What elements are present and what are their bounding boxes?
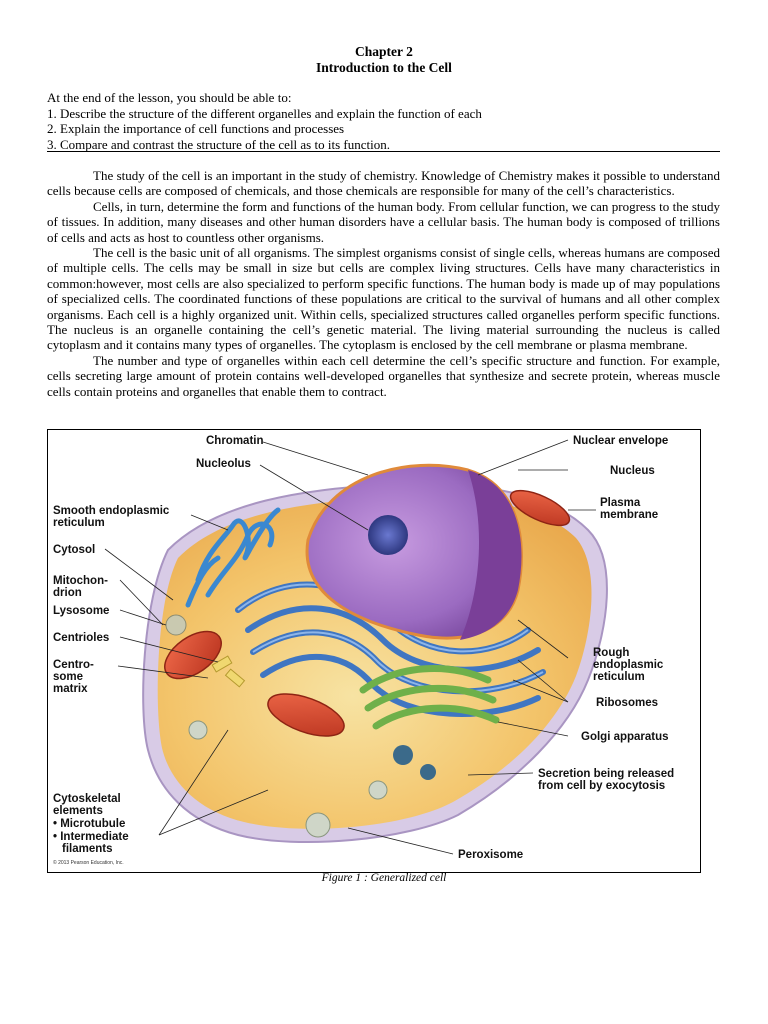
secretory-vesicle xyxy=(393,745,413,765)
label-lysosome: Lysosome xyxy=(53,605,110,617)
label-microtubule: • Microtubule xyxy=(53,818,126,830)
peroxisome-shape xyxy=(306,813,330,837)
label-nucleolus: Nucleolus xyxy=(196,458,251,470)
paragraph: The number and type of organelles within each cell determine the cell’s specific structure and function. For example, cells secreting large amount of protein contains well-developed organelles that synthesize and secrete protein, whereas muscle cells contain proteins and organelles that enable them to contract. xyxy=(47,352,720,399)
label-chromatin: Chromatin xyxy=(206,435,264,447)
chapter-header xyxy=(0,44,768,76)
label-centrioles: Centrioles xyxy=(53,632,110,644)
body-text xyxy=(47,168,720,399)
copyright-notice: © 2013 Pearson Education, Inc. xyxy=(53,860,124,866)
label-peroxisome: Peroxisome xyxy=(458,849,524,861)
label-centrosome: matrix xyxy=(53,683,88,695)
label-golgi-apparatus: Golgi apparatus xyxy=(581,731,669,743)
learning-objectives xyxy=(47,90,719,152)
figure-caption: Figure 1 : Generalized cell xyxy=(321,872,447,884)
objectives-intro: At the end of the lesson, you should be able to: xyxy=(47,90,292,105)
label-intermediate-filaments: filaments xyxy=(62,843,113,855)
chapter-title: Introduction to the Cell xyxy=(316,60,452,75)
label-centrosome: Centro- xyxy=(53,659,94,671)
label-rough-er: Rough xyxy=(593,647,630,659)
label-plasma-membrane: Plasma xyxy=(600,497,641,509)
cell-diagram xyxy=(48,430,700,872)
label-mitochondrion: Mitochon- xyxy=(53,575,108,587)
label-intermediate-filaments: • Intermediate xyxy=(53,831,129,843)
cell-figure xyxy=(47,429,701,873)
label-cytosol: Cytosol xyxy=(53,544,96,556)
chapter-number: Chapter 2 xyxy=(355,44,413,59)
objective-item: 1. Describe the structure of the different organelles and explain the function of each xyxy=(47,105,482,121)
label-plasma-membrane: membrane xyxy=(600,509,659,521)
paragraph: The study of the cell is an important in the study of chemistry. Knowledge of Chemistry makes it possible to understand cells because cells are composed of chemicals, and those chemicals are responsible for many of the cell’s characteristics. xyxy=(47,168,720,199)
label-ribosomes: Ribosomes xyxy=(596,697,658,709)
paragraph: The cell is the basic unit of all organisms. The simplest organisms consist of single cells, whereas humans are composed of multiple cells. The cells may be small in size but cells are complex living structures. Cells have many characteristics in common:however, most cells are also specialized to perform specific functions. The human body is made up of may populations of specialized cells. The coordinated functions of these populations are critical to the survival of humans and all other complex organisms. Each cell is a highly organized unit. Within cells, specialized structures called organelles perform specific functions. The nucleus is an organelle containing the cell’s genetic material. The living material surrounding the nucleus is called cytoplasm and it contains many types of organelles. The cytoplasm is enclosed by the cell membrane or plasma membrane. xyxy=(47,245,720,353)
label-cytoskeletal: Cytoskeletal xyxy=(53,793,121,805)
label-cytoskeletal: elements xyxy=(53,805,103,817)
vesicle xyxy=(189,721,207,739)
label-secretion: from cell by exocytosis xyxy=(538,780,666,792)
objective-item: 3. Compare and contrast the structure of the cell as to its function. xyxy=(47,136,390,152)
label-mitochondrion: drion xyxy=(53,587,82,599)
label-smooth-er: reticulum xyxy=(53,517,105,529)
label-centrosome: some xyxy=(53,671,84,683)
label-smooth-er: Smooth endoplasmic xyxy=(53,505,170,517)
lysosome-shape xyxy=(166,615,186,635)
vesicle xyxy=(369,781,387,799)
section-divider xyxy=(47,151,720,152)
nucleolus-shape xyxy=(368,515,408,555)
objective-item: 2. Explain the importance of cell functions and processes xyxy=(47,121,345,137)
secretory-vesicle xyxy=(420,764,436,780)
label-nucleus: Nucleus xyxy=(610,465,655,477)
paragraph: Cells, in turn, determine the form and functions of the human body. From cellular function, we can progress to the study of tissues. In addition, many diseases and other human disorders have a cellular basis. The human body is composed of trillions of cells and acts as host to countless other organisms. xyxy=(47,198,720,245)
label-nuclear-envelope: Nuclear envelope xyxy=(573,435,669,447)
label-rough-er: endoplasmic xyxy=(593,659,664,671)
label-secretion: Secretion being released xyxy=(538,768,675,780)
label-rough-er: reticulum xyxy=(593,671,645,683)
